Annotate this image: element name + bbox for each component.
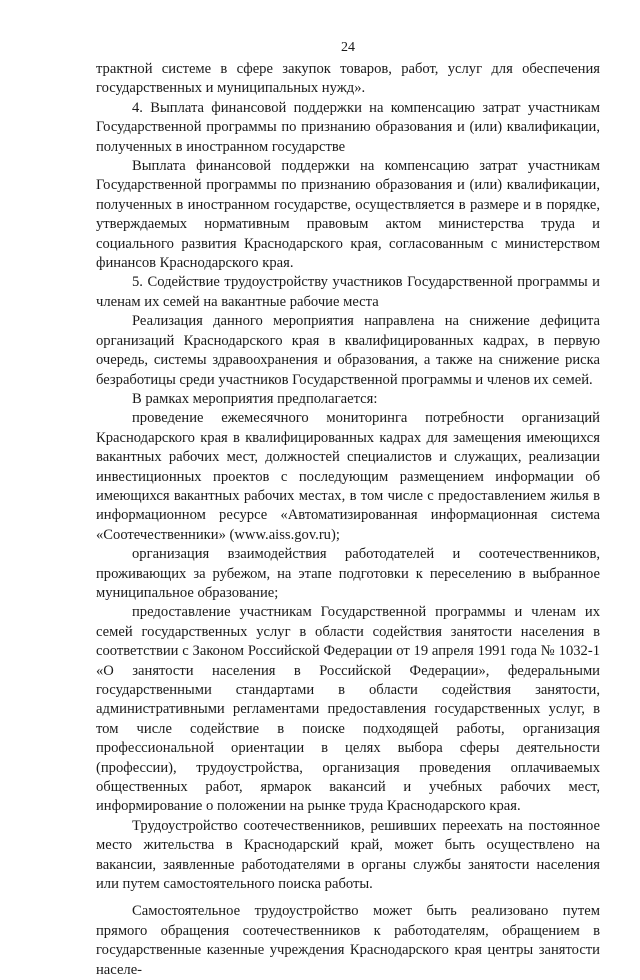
section-heading-5: 5. Содействие трудоустройству участников Государственной программы и членам их семей на вакантные рабочие места [96,274,600,310]
paragraph: Самостоятельное трудоустройство может быть реализовано путем прямого обращения соотечественников к работодателям, обращением в государственные казенные учреждения Краснодарского края центры занятости населе- [96,903,600,978]
list-item: предоставление участникам Государственной программы и членам их семей государственных услуг в области содействия занятости населения в соответствии с Законом Российской Федерации от 19 апреля 1991 года № 1032-1 «О занятости населения в Российской Федерации», федеральными государственными стандартами в области содействия занятости, административными регламентами предоставления государственных услуг, в том числе содействие в поиске подходящей работы, организация профессиональной ориентации в целях выбора сферы деятельности (профессии), трудоустройства, организация проведения оплачиваемых общественных работ, ярмарок вакансий и учебных рабочих мест, информирование о положении на рынке труда Краснодарского края. [96,604,600,815]
paragraph: В рамках мероприятия предполагается: [132,390,378,407]
paragraph: Реализация данного мероприятия направлена на снижение дефицита организаций Краснодарского края в квалифицированных кадрах, в первую очередь, системы здравоохранения и образования, а также на снижение риска безработицы среди участников Государственной программы и членов их семей. [96,313,600,388]
paragraph: Трудоустройство соотечественников, решивших переехать на постоянное место жительства в Краснодарский край, может быть осуществлено на вакансии, заявленные работодателями в органы службы занятости населения или путем самостоятельного поиска работы. [96,817,600,893]
paragraph-continuation: трактной системе в сфере закупок товаров, работ, услуг для обеспечения государственных и муниципальных нужд». [96,61,600,97]
page-number: 24 [341,40,355,55]
paragraph: Выплата финансовой поддержки на компенсацию затрат участникам Государственной программы по признанию образования и (или) квалификации, полученных в иностранном государстве, осуществляется в размере и в порядке, утверждаемых нормативным правовым актом министерства труда и социального развития Краснодарского края, согласованным с министерством финансов Краснодарского края. [96,158,600,272]
list-item: организация взаимодействия работодателей и соотечественников, проживающих за рубежом, на этапе подготовки к переселению в выбранное муниципальное образование; [96,546,600,601]
section-heading-4: 4. Выплата финансовой поддержки на компенсацию затрат участникам Государственной программы по признанию образования и (или) квалификации, полученных в иностранном государстве [96,99,600,155]
list-item: проведение ежемесячного мониторинга потребности организаций Краснодарского края в квалифицированных кадрах для замещения имеющихся вакантных рабочих мест, должностей специалистов и служащих, реализации инвестиционных проектов с последующим размещением информации об имеющихся вакантных рабочих местах, в том числе с предоставлением жилья в информационном ресурсе «Автоматизированная информационная система «Соотечественники» (www.aiss.gov.ru); [96,410,600,543]
